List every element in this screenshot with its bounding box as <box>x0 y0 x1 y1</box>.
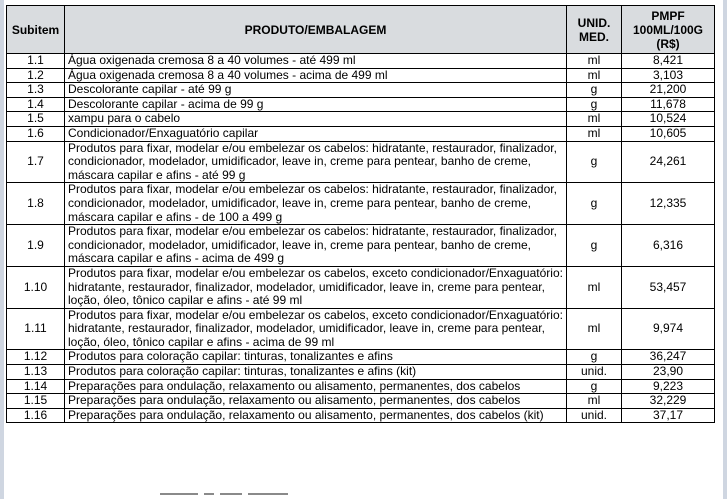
row-unit: g <box>567 350 622 365</box>
row-price: 24,261 <box>622 141 715 183</box>
table-header-row <box>7 6 715 54</box>
row-subitem: 1.12 <box>7 350 65 365</box>
table-row <box>7 112 715 127</box>
row-subitem: 1.16 <box>7 408 65 423</box>
table-row <box>7 68 715 83</box>
table-row <box>7 308 715 350</box>
row-product: Preparações para ondulação, relaxamento ou alisamento, permanentes, dos cabelos (kit) <box>65 408 567 423</box>
table-row <box>7 126 715 141</box>
table-row <box>7 54 715 69</box>
row-unit: ml <box>567 112 622 127</box>
row-subitem: 1.15 <box>7 394 65 409</box>
right-window-edge <box>723 0 727 499</box>
row-unit: unid. <box>567 408 622 423</box>
header-price: PMPF 100ML/100G (R$) <box>622 6 715 54</box>
row-unit: ml <box>567 68 622 83</box>
row-price: 10,524 <box>622 112 715 127</box>
row-product: Produtos para fixar, modelar e/ou embelezar os cabelos: hidratante, restaurador, finalizador, condicionador, modelador, umidificador, leave in, creme para pentear, banho de creme, máscara capilar e afins - acima de 499 g <box>65 225 567 267</box>
row-subitem: 1.4 <box>7 97 65 112</box>
row-subitem: 1.11 <box>7 308 65 350</box>
row-product: Descolorante capilar - até 99 g <box>65 83 567 98</box>
table-row <box>7 408 715 423</box>
row-unit: g <box>567 183 622 225</box>
table-row <box>7 141 715 183</box>
row-price: 23,90 <box>622 365 715 380</box>
row-subitem: 1.2 <box>7 68 65 83</box>
row-unit: ml <box>567 394 622 409</box>
row-product: Produtos para fixar, modelar e/ou embelezar os cabelos, exceto condicionador/Enxaguatório: hidratante, restaurador, finalizador, modelador, umidificador, leave in, creme para pentear, loção, óleo, tônico capilar e afins - acima de 99 ml <box>65 308 567 350</box>
row-unit: ml <box>567 126 622 141</box>
row-subitem: 1.14 <box>7 379 65 394</box>
row-unit: g <box>567 141 622 183</box>
header-subitem: Subitem <box>7 6 65 54</box>
row-price: 3,103 <box>622 68 715 83</box>
row-unit: ml <box>567 308 622 350</box>
row-unit: g <box>567 379 622 394</box>
row-unit: g <box>567 97 622 112</box>
row-price: 37,17 <box>622 408 715 423</box>
table-row <box>7 350 715 365</box>
row-price: 32,229 <box>622 394 715 409</box>
table-row <box>7 266 715 308</box>
row-unit: g <box>567 225 622 267</box>
table-row <box>7 225 715 267</box>
table-row <box>7 379 715 394</box>
row-product: Água oxigenada cremosa 8 a 40 volumes - acima de 499 ml <box>65 68 567 83</box>
row-unit: ml <box>567 54 622 69</box>
row-price: 53,457 <box>622 266 715 308</box>
row-unit: unid. <box>567 365 622 380</box>
left-window-edge <box>0 0 4 499</box>
row-price: 9,223 <box>622 379 715 394</box>
row-product: Produtos para fixar, modelar e/ou embelezar os cabelos: hidratante, restaurador, finalizador, condicionador, modelador, umidificador, leave in, creme para pentear, banho de creme, máscara capilar e afins - até 99 g <box>65 141 567 183</box>
row-subitem: 1.13 <box>7 365 65 380</box>
table-row <box>7 365 715 380</box>
row-subitem: 1.3 <box>7 83 65 98</box>
row-price: 10,605 <box>622 126 715 141</box>
row-unit: g <box>567 83 622 98</box>
row-product: Água oxigenada cremosa 8 a 40 volumes - até 499 ml <box>65 54 567 69</box>
row-price: 12,335 <box>622 183 715 225</box>
row-product: Descolorante capilar - acima de 99 g <box>65 97 567 112</box>
row-subitem: 1.9 <box>7 225 65 267</box>
table-row <box>7 183 715 225</box>
table-row <box>7 97 715 112</box>
table-body <box>7 54 715 423</box>
table-row <box>7 83 715 98</box>
row-subitem: 1.6 <box>7 126 65 141</box>
row-price: 36,247 <box>622 350 715 365</box>
row-price: 8,421 <box>622 54 715 69</box>
row-subitem: 1.7 <box>7 141 65 183</box>
row-product: Produtos para fixar, modelar e/ou embelezar os cabelos, exceto condicionador/Enxaguatório: hidratante, restaurador, finalizador, modelador, umidificador, leave in, creme para pentear, loção, óleo, tônico capilar e afins - até 99 ml <box>65 266 567 308</box>
row-product: xampu para o cabelo <box>65 112 567 127</box>
row-product: Preparações para ondulação, relaxamento ou alisamento, permanentes, dos cabelos <box>65 379 567 394</box>
header-unit: UNID. MED. <box>567 6 622 54</box>
table-row <box>7 394 715 409</box>
row-product: Condicionador/Enxaguatório capilar <box>65 126 567 141</box>
row-price: 21,200 <box>622 83 715 98</box>
row-price: 11,678 <box>622 97 715 112</box>
pmpf-price-table <box>6 5 715 423</box>
row-subitem: 1.8 <box>7 183 65 225</box>
row-subitem: 1.1 <box>7 54 65 69</box>
row-price: 9,974 <box>622 308 715 350</box>
row-unit: ml <box>567 266 622 308</box>
row-price: 6,316 <box>622 225 715 267</box>
row-product: Preparações para ondulação, relaxamento ou alisamento, permanentes, dos cabelos <box>65 394 567 409</box>
clipped-content-below <box>160 493 310 499</box>
row-product: Produtos para coloração capilar: tinturas, tonalizantes e afins <box>65 350 567 365</box>
row-subitem: 1.5 <box>7 112 65 127</box>
row-product: Produtos para coloração capilar: tinturas, tonalizantes e afins (kit) <box>65 365 567 380</box>
row-subitem: 1.10 <box>7 266 65 308</box>
row-product: Produtos para fixar, modelar e/ou embelezar os cabelos: hidratante, restaurador, finalizador, condicionador, modelador, umidificador, leave in, creme para pentear, banho de creme, máscara capilar e afins - de 100 a 499 g <box>65 183 567 225</box>
header-product: PRODUTO/EMBALAGEM <box>65 6 567 54</box>
